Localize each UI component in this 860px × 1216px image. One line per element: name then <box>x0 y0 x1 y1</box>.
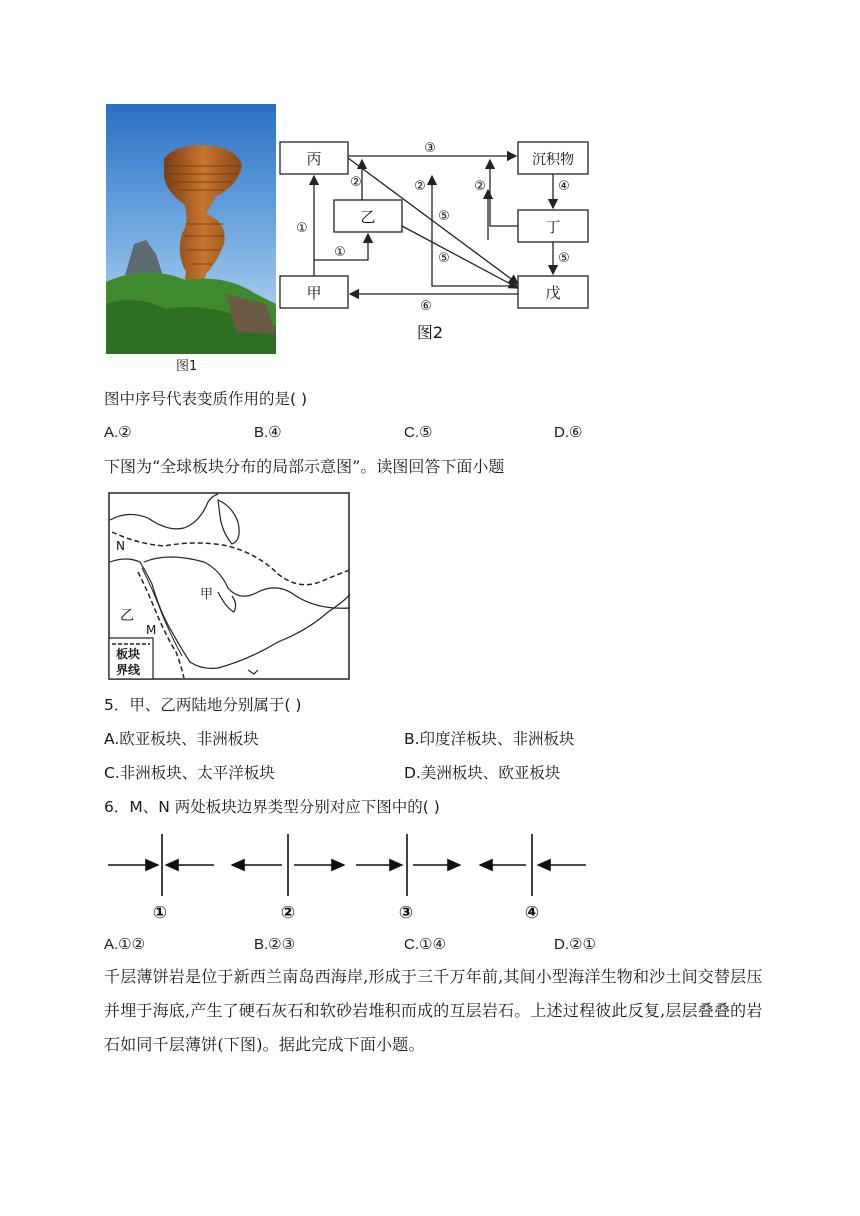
arrow-label-6: ⑥ <box>420 299 432 314</box>
box-ding-label: 丁 <box>545 218 561 236</box>
option-a[interactable]: A.② <box>104 424 132 441</box>
map-label-yi: 乙 <box>120 608 134 624</box>
option-c[interactable]: C.⑤ <box>404 424 433 441</box>
rock-cycle-diagram <box>276 136 596 346</box>
q5-option-d[interactable]: D.美洲板块、欧亚板块 <box>404 764 561 782</box>
box-chenjiwu-label: 沉积物 <box>532 152 574 168</box>
intro-plates: 下图为“全球板块分布的局部示意图”。读图回答下面小题 <box>104 457 505 476</box>
boundary-label-3: ③ <box>398 903 414 922</box>
arrow-label-5b: ⑤ <box>438 251 450 266</box>
map-label-n: N <box>116 539 125 553</box>
arrow-label-2b: ② <box>414 179 426 194</box>
q6-option-a[interactable]: A.①② <box>104 936 146 953</box>
q6-option-c[interactable]: C.①④ <box>404 936 446 953</box>
box-bing-label: 丙 <box>306 150 322 168</box>
arrow-label-2c: ② <box>474 179 486 194</box>
box-wu-label: 戊 <box>545 284 561 302</box>
option-b[interactable]: B.④ <box>254 424 282 441</box>
option-d[interactable]: D.⑥ <box>554 424 583 441</box>
box-jia-label: 甲 <box>306 284 322 302</box>
arrow-label-2a: ② <box>350 175 362 190</box>
passage-pancake-rocks: 千层薄饼岩是位于新西兰南岛西海岸,形成于三千万年前,其间小型海洋生物和沙土间交替层压并埋于海底,产生了硬石灰石和软砂岩堆积而成的互层岩石。上述过程彼此反复,层层叠叠的岩石如同千层薄饼(下图)。据此完成下面小题。 <box>104 967 763 1054</box>
plate-map-svg <box>108 492 352 682</box>
question-6-stem: 6．M、N 两处板块边界类型分别对应下图中的( ) <box>104 798 440 816</box>
boundary-label-1: ① <box>152 903 168 922</box>
figure2 <box>276 136 596 346</box>
figure2-caption: 图2 <box>416 323 444 342</box>
boundary-label-2: ② <box>280 903 296 922</box>
arrow-label-1a: ① <box>296 221 308 236</box>
map-label-m: M <box>146 623 157 637</box>
q5-option-a[interactable]: A.欧亚板块、非洲板块 <box>104 730 259 748</box>
q5-option-b[interactable]: B.印度洋板块、非洲板块 <box>404 730 575 748</box>
q6-option-b[interactable]: B.②③ <box>254 936 296 953</box>
plate-map <box>108 492 352 682</box>
arrow-label-3: ③ <box>424 141 436 156</box>
map-legend-line2: 界线 <box>116 663 141 677</box>
question-5-stem: 5．甲、乙两陆地分别属于( ) <box>104 696 302 714</box>
figure1 <box>106 104 276 376</box>
boundary-label-4: ④ <box>524 903 540 922</box>
boundary-diagrams <box>104 830 594 922</box>
q5-option-c[interactable]: C.非洲板块、太平洋板块 <box>104 764 275 782</box>
map-legend-line1: 板块 <box>116 647 141 661</box>
arrow-label-1b: ① <box>334 245 346 260</box>
map-label-jia: 甲 <box>200 587 214 602</box>
box-yi-label: 乙 <box>360 208 376 226</box>
arrow-label-5a: ⑤ <box>438 209 450 224</box>
arrow-label-4: ④ <box>558 179 570 194</box>
rock-photo <box>106 104 276 354</box>
figure1-caption: 图1 <box>176 359 198 374</box>
arrow-label-5c: ⑤ <box>558 251 570 266</box>
question-metamorphism-stem: 图中序号代表变质作用的是( ) <box>104 390 308 408</box>
q6-option-d[interactable]: D.②① <box>554 936 596 953</box>
